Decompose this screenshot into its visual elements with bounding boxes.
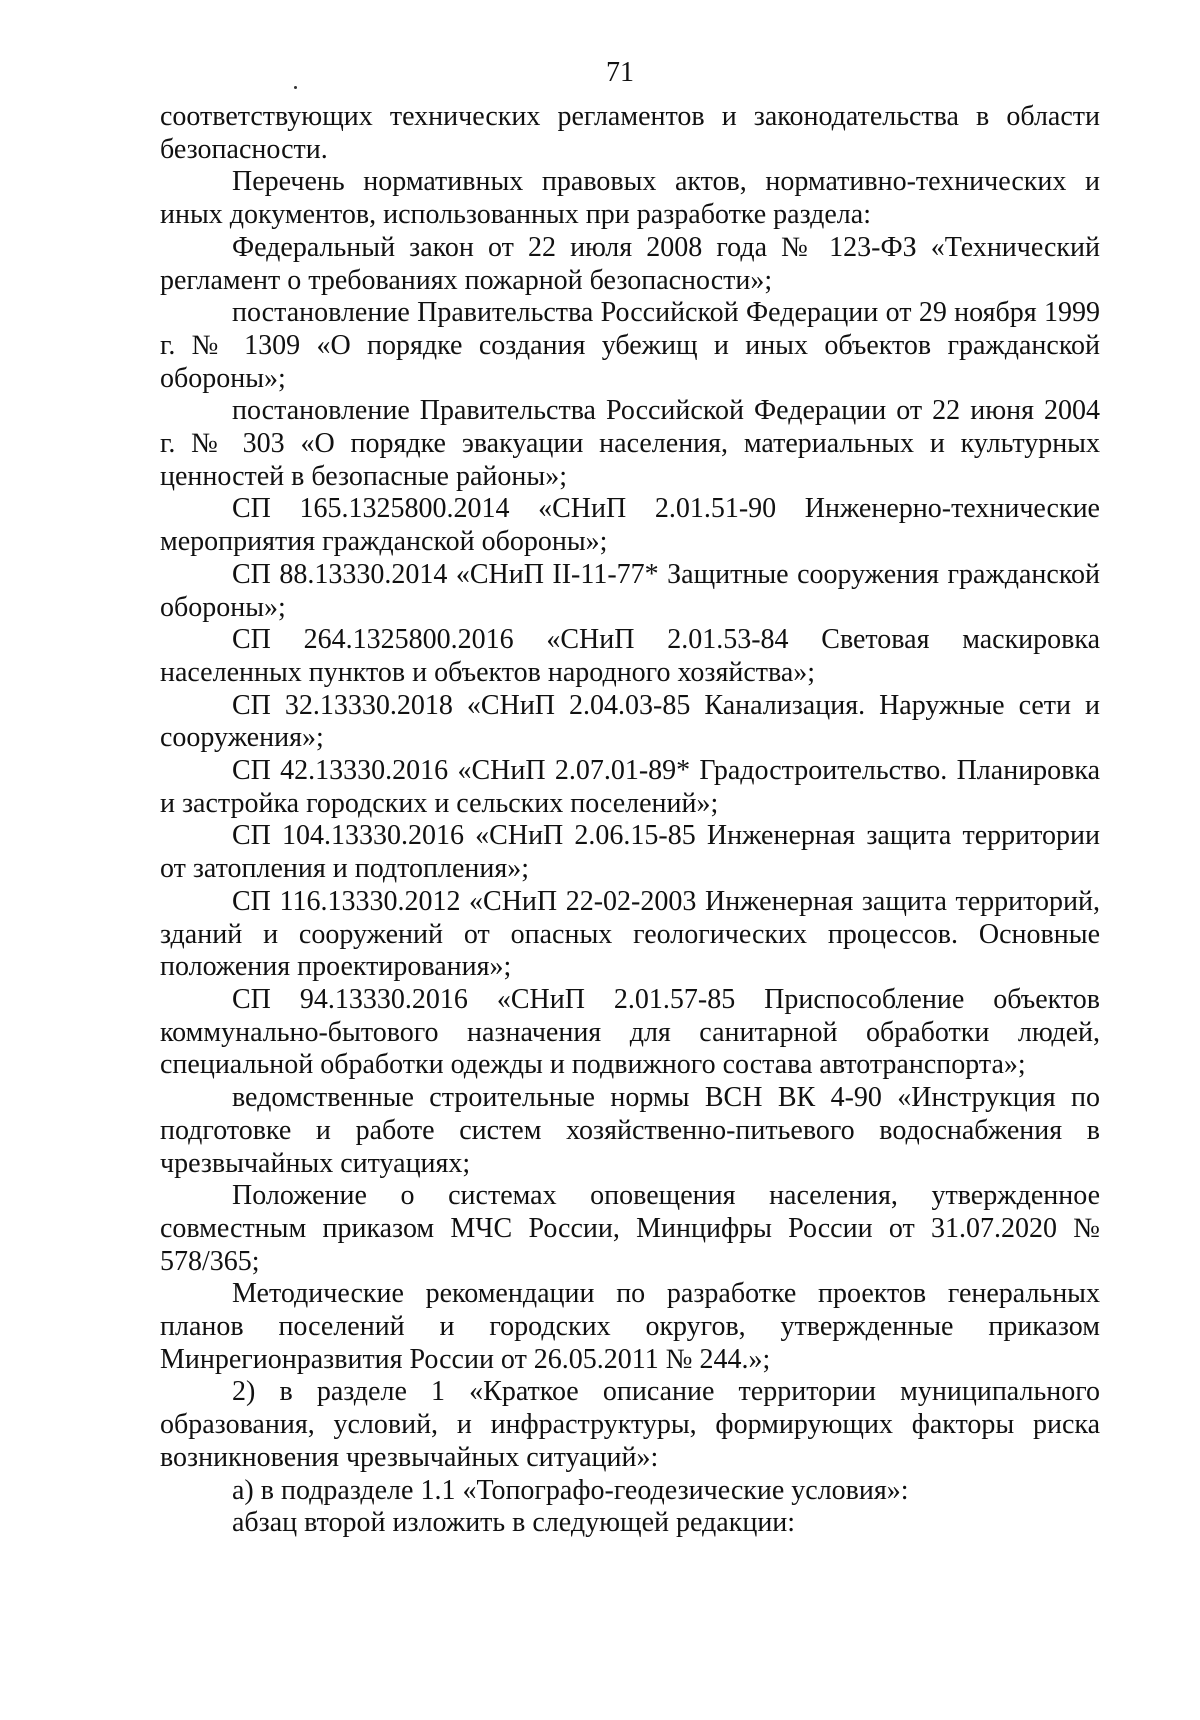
paragraph-sp-104: СП 104.13330.2016 «СНиП 2.06.15-85 Инженерная защита территории от затопления и подтопления»; <box>160 820 1100 885</box>
paragraph-sp-116: СП 116.13330.2012 «СНиП 22-02-2003 Инженерная защита территорий, зданий и сооружений от опасных геологических процессов. Основные положения проектирования»; <box>160 885 1100 983</box>
paragraph-subsection-1-1: а) в подразделе 1.1 «Топографо-геодезические условия»: <box>232 1474 909 1506</box>
paragraph-federal-law: Федеральный закон от 22 июля 2008 года № 123-ФЗ «Технический регламент о требованиях пожарной безопасности»; <box>160 231 1100 296</box>
paragraph-warning-systems: Положение о системах оповещения населения, утвержденное совместным приказом МЧС России, Минцифры России от 31.07.2020 № 578/365; <box>160 1180 1100 1277</box>
paragraph-resolution-1309: постановление Правительства Российской Федерации от 29 ноября 1999 г. № 1309 «О порядке создания убежищ и иных объектов гражданской обороны»; <box>160 297 1100 394</box>
paragraph-section-1: 2) в разделе 1 «Краткое описание территории муниципального образования, условий, и инфраструктуры, формирующих факторы риска возникновения чрезвычайных ситуаций»: <box>160 1376 1100 1473</box>
paragraph-sp-88: СП 88.13330.2014 «СНиП II-11-77* Защитные сооружения гражданской обороны»; <box>160 558 1100 623</box>
paragraph-methodical-recommendations: Методические рекомендации по разработке проектов генеральных планов поселений и городских округов, утвержденные приказом Минрегионразвития России от 26.05.2011 № 244.»; <box>160 1278 1100 1375</box>
paragraph-continuation: соответствующих технических регламентов и законодательства в области безопасности. <box>160 101 1100 165</box>
paragraph-sp-165: СП 165.1325800.2014 «СНиП 2.01.51-90 Инженерно-технические мероприятия гражданской обороны»; <box>160 493 1100 558</box>
paragraph-sp-94: СП 94.13330.2016 «СНиП 2.01.57-85 Приспособление объектов коммунально-бытового назначения для санитарной обработки людей, специальной обработки одежды и подвижного состава автотранспорта»; <box>160 983 1100 1081</box>
paragraph-sp-264: СП 264.1325800.2016 «СНиП 2.01.53-84 Световая маскировка населенных пунктов и объектов народного хозяйства»; <box>160 624 1100 688</box>
page-number: 71 <box>606 57 634 88</box>
paragraph-vsn-vk: ведомственные строительные нормы ВСН ВК 4-90 «Инструкция по подготовке и работе систем хозяйственно-питьевого водоснабжения в чрезвычайных ситуациях; <box>160 1082 1100 1179</box>
paragraph-resolution-303: постановление Правительства Российской Федерации от 22 июня 2004 г. № 303 «О порядке эвакуации населения, материальных и культурных ценностей в безопасные районы»; <box>160 395 1100 492</box>
paragraph-list-intro: Перечень нормативных правовых актов, нормативно-технических и иных документов, использованных при разработке раздела: <box>160 166 1100 231</box>
paragraph-sp-32: СП 32.13330.2018 «СНиП 2.04.03-85 Канализация. Наружные сети и сооружения»; <box>160 689 1100 754</box>
scan-artifact-dot <box>294 86 297 89</box>
document-body <box>160 101 1100 1540</box>
paragraph-sp-42: СП 42.13330.2016 «СНиП 2.07.01-89* Градостроительство. Планировка и застройка городских и сельских поселений»; <box>160 755 1100 819</box>
paragraph-second-abstract: абзац второй изложить в следующей редакции: <box>232 1507 796 1539</box>
